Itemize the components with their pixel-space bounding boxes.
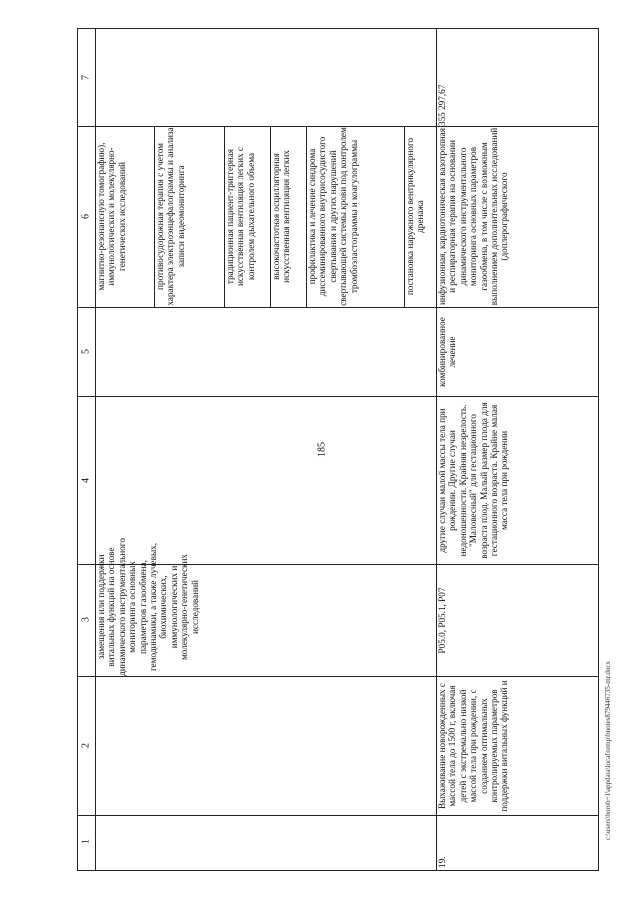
row2-col1-number: 19. xyxy=(437,856,447,868)
page-number: 185 xyxy=(316,442,328,457)
table-border-left xyxy=(77,28,78,871)
row1-col2-text: замещения или поддержки витальных функций на основе динамического инструментального мониторинга основных параметров газообмена, гемодинамики, а также лучевых, биохимических, иммунологических и молекулярно-генетических исследований xyxy=(96,538,200,676)
row2-col5-text: комбинированное лечение xyxy=(437,317,458,387)
row1-col6-item-6: постановка наружного вентрикулярного дренажа xyxy=(405,137,426,296)
column-divider-1-2 xyxy=(77,815,599,816)
table-border-bottom xyxy=(77,870,599,871)
footer-file-path: c:\users\borob~1\appdata\local\temp\bnotes879446735-mr.docx xyxy=(604,661,612,840)
row2-col7-price: 355 297,67 xyxy=(437,84,447,126)
row1-col6-item-4: высокочастотная осцилляторная искусственная вентиляция легких xyxy=(271,150,292,283)
row2-col6-text: инфузионная, кардиотоническая вазотропная и респираторная терапия на основании динамического инструментального мониторинга основных параметров газообмена, в том числе с возможным выполнением дополнительных исследований (доплерографического xyxy=(437,127,510,306)
header-col-3: 3 xyxy=(80,617,92,622)
row2-col4-text: другие случаи малой массы тела при рождении. Другие случаи недоношенности. Крайняя незрелость. "Маловесный" для гестационного возраста плод. Малый размер плода для гестационного возраста. Крайне малая масса тела при рождении xyxy=(437,402,510,559)
row2-col3-codes: P05.0, P05.1, P07 xyxy=(437,587,447,654)
header-col-6: 6 xyxy=(80,214,92,219)
row1-col6-item-3: традиционная пациент-триггерная искусственная вентиляция легких с контролем дыхательного объема xyxy=(225,146,256,287)
column-divider-5-6 xyxy=(77,307,599,308)
header-col-5: 5 xyxy=(80,349,92,354)
row1-col6-item-2: противосудорожная терапия с учетом характера электроэнцефалограммы и анализа записи видеомониторинга xyxy=(155,127,186,306)
table-border-right xyxy=(598,28,599,871)
header-col-2: 2 xyxy=(80,743,92,748)
table-border-top xyxy=(77,28,599,29)
row1-col6-item-5: профилактика и лечение синдрома диссеминированного внутрисосудистого свертывания и других нарушений свертывающей системы крови под контролем тромбоэластограммы и коагулограммы xyxy=(307,127,359,306)
header-col-4: 4 xyxy=(80,478,92,483)
row1-col6-item-1: магнитно-резонансную томографию), иммунологических и молекулярно-генетических исследований xyxy=(96,142,127,291)
header-col-7: 7 xyxy=(80,75,92,80)
row2-col2-text: Выхаживание новорожденных с массой тела до 1500 г, включая детей с экстремально низкой массой тела при рождении, с созданием оптимальных контролируемых параметров поддержки витальных функций и xyxy=(437,680,510,812)
header-col-1: 1 xyxy=(80,839,92,844)
